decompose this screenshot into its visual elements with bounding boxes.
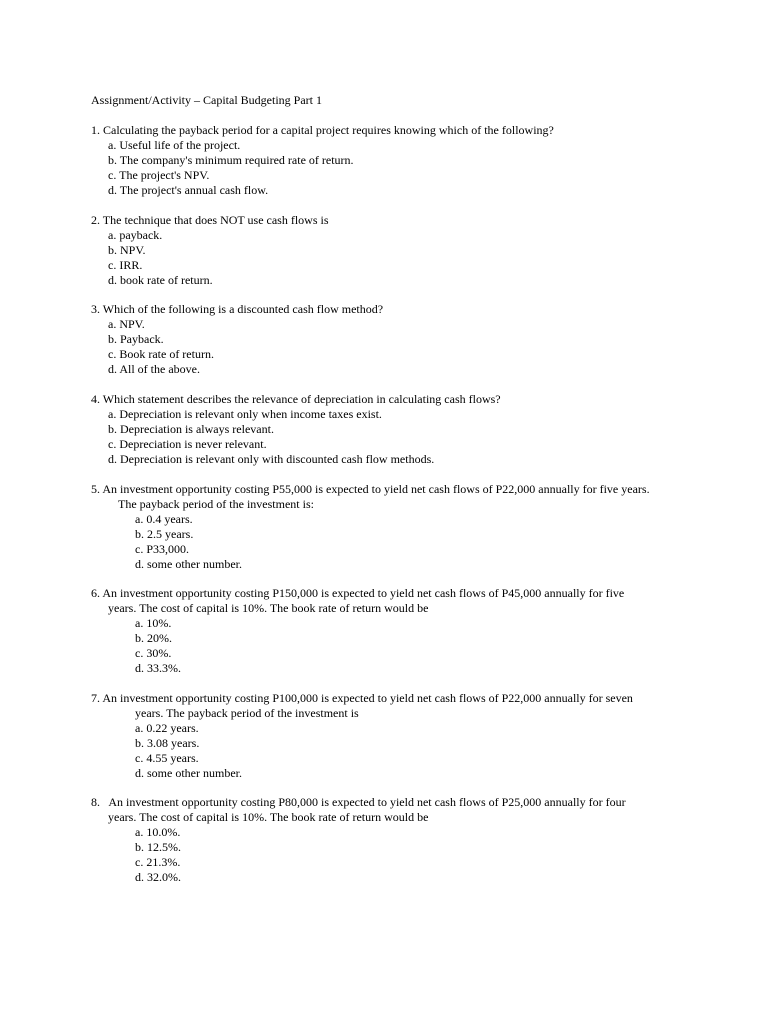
document-title: Assignment/Activity – Capital Budgeting Part 1 xyxy=(91,93,322,107)
option-a: a. 10.0%. xyxy=(135,825,181,839)
question-3 xyxy=(91,302,383,377)
option-c: c. 30%. xyxy=(135,646,172,660)
option-d: d. book rate of return. xyxy=(108,273,213,287)
question-text: 8. An investment opportunity costing P80,000 is expected to yield net cash flows of P25,000 annually for four xyxy=(91,795,626,809)
option-d: d. some other number. xyxy=(135,766,242,780)
question-6 xyxy=(91,586,624,676)
option-b: b. Depreciation is always relevant. xyxy=(108,422,274,436)
option-c: c. Book rate of return. xyxy=(108,347,214,361)
option-c: c. IRR. xyxy=(108,258,143,272)
option-d: d. 33.3%. xyxy=(135,661,181,675)
question-text: 2. The technique that does NOT use cash flows is xyxy=(91,213,329,227)
option-d: d. All of the above. xyxy=(108,362,200,376)
question-5 xyxy=(91,482,650,572)
question-text: 1. Calculating the payback period for a capital project requires knowing which of the following? xyxy=(91,123,554,137)
option-b: b. 20%. xyxy=(135,631,172,645)
option-d: d. 32.0%. xyxy=(135,870,181,884)
question-7 xyxy=(91,691,633,781)
question-text: 5. An investment opportunity costing P55,000 is expected to yield net cash flows of P22,000 annually for five years. xyxy=(91,482,650,496)
option-b: b. 12.5%. xyxy=(135,840,181,854)
option-b: b. The company's minimum required rate of return. xyxy=(108,153,354,167)
option-a: a. 0.4 years. xyxy=(135,512,193,526)
question-4 xyxy=(91,392,501,467)
option-b: b. 2.5 years. xyxy=(135,527,194,541)
question-8 xyxy=(91,795,626,885)
option-c: c. P33,000. xyxy=(135,542,189,556)
question-text-continued: The payback period of the investment is: xyxy=(118,497,314,511)
option-c: c. The project's NPV. xyxy=(108,168,210,182)
question-2 xyxy=(91,213,329,288)
option-b: b. 3.08 years. xyxy=(135,736,200,750)
option-a: a. 10%. xyxy=(135,616,172,630)
option-d: d. some other number. xyxy=(135,557,242,571)
question-text: 3. Which of the following is a discounted cash flow method? xyxy=(91,302,384,316)
option-d: d. The project's annual cash flow. xyxy=(108,183,269,197)
option-a: a. Useful life of the project. xyxy=(108,138,241,152)
question-text: 7. An investment opportunity costing P100,000 is expected to yield net cash flows of P22,000 annually for seven xyxy=(91,691,633,705)
option-b: b. Payback. xyxy=(108,332,164,346)
option-c: c. Depreciation is never relevant. xyxy=(108,437,267,451)
option-d: d. Depreciation is relevant only with discounted cash flow methods. xyxy=(108,452,435,466)
option-a: a. 0.22 years. xyxy=(135,721,199,735)
option-c: c. 21.3%. xyxy=(135,855,181,869)
question-text-continued: years. The payback period of the investment is xyxy=(135,706,359,720)
question-text-continued: years. The cost of capital is 10%. The book rate of return would be xyxy=(108,601,429,615)
question-text-continued: years. The cost of capital is 10%. The book rate of return would be xyxy=(108,810,429,824)
question-text: 6. An investment opportunity costing P150,000 is expected to yield net cash flows of P45,000 annually for five xyxy=(91,586,625,600)
option-b: b. NPV. xyxy=(108,243,146,257)
option-a: a. NPV. xyxy=(108,317,145,331)
option-a: a. Depreciation is relevant only when income taxes exist. xyxy=(108,407,382,421)
question-1 xyxy=(91,123,554,198)
option-c: c. 4.55 years. xyxy=(135,751,199,765)
option-a: a. payback. xyxy=(108,228,163,242)
question-text: 4. Which statement describes the relevance of depreciation in calculating cash flows? xyxy=(91,392,501,406)
